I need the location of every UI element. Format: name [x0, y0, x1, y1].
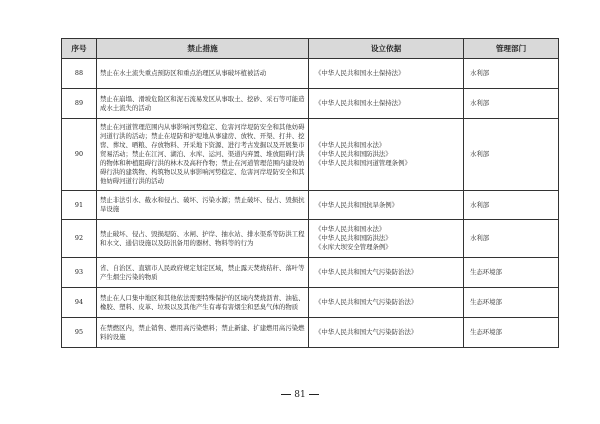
table-row — [62, 191, 559, 220]
basis-law: 《中华人民共和国水土保持法》 — [315, 69, 405, 77]
table-row — [62, 258, 559, 288]
row-basis — [309, 288, 464, 318]
row-dept: 生态环境部 — [464, 318, 559, 348]
row-number: 88 — [62, 59, 97, 89]
row-measure: 禁止在崩塌、滑坡危险区和泥石流易发区从事取土、挖砂、采石等可能造成水土流失的活动 — [97, 89, 309, 119]
row-basis — [309, 318, 464, 348]
header-dept: 管理部门 — [464, 39, 559, 59]
row-number: 89 — [62, 89, 97, 119]
table-row — [62, 220, 559, 258]
row-basis — [309, 220, 464, 258]
row-basis — [309, 89, 464, 119]
basis-law: 《中华人民共和国大气污染防治法》 — [315, 268, 418, 276]
row-dept: 生态环境部 — [464, 288, 559, 318]
row-basis — [309, 59, 464, 89]
table-row — [62, 89, 559, 119]
measures-table — [61, 38, 559, 348]
row-measure: 在禁燃区内，禁止销售、燃用高污染燃料；禁止新建、扩建燃用高污染燃料的设施 — [97, 318, 309, 348]
basis-law: 《中华人民共和国水法》 — [315, 225, 386, 233]
row-dept: 水利部 — [464, 89, 559, 119]
header-measure: 禁止措施 — [97, 39, 309, 59]
row-basis — [309, 191, 464, 220]
table-header-row — [62, 39, 559, 59]
basis-law: 《水库大坝安全管理条例》 — [315, 243, 392, 251]
row-number: 95 — [62, 318, 97, 348]
basis-law: 《中华人民共和国大气污染防治法》 — [315, 298, 418, 306]
basis-law: 《中华人民共和国河道管理条例》 — [315, 159, 411, 167]
table-row — [62, 288, 559, 318]
row-basis — [309, 258, 464, 288]
table-row — [62, 119, 559, 191]
row-number: 93 — [62, 258, 97, 288]
row-number: 94 — [62, 288, 97, 318]
row-dept: 生态环境部 — [464, 258, 559, 288]
row-measure: 省、自治区、直辖市人民政府规定划定区域，禁止露天焚烧秸秆、落叶等产生烟尘污染的物质 — [97, 258, 309, 288]
row-measure: 禁止在人口集中地区和其他依法需要特殊保护的区域内焚烧沥青、油毡、橡胶、塑料、皮革、垃圾以及其他产生有毒有害烟尘和恶臭气体的物质 — [97, 288, 309, 318]
row-measure: 禁止非法引水、截水和侵占、破坏、污染水源；禁止破坏、侵占、毁损抗旱设施 — [97, 191, 309, 220]
row-measure: 禁止破坏、侵占、毁损堤防、水闸、护岸、抽水站、排水渠系等防洪工程和水文、通信设施以及防汛备用的器材、物料等的行为 — [97, 220, 309, 258]
row-number: 91 — [62, 191, 97, 220]
basis-law: 《中华人民共和国水土保持法》 — [315, 99, 405, 107]
header-basis: 设立依据 — [309, 39, 464, 59]
row-basis — [309, 119, 464, 191]
table-body — [62, 59, 559, 348]
page-number: 81 — [0, 390, 600, 400]
row-measure: 禁止在水土流失重点预防区和重点治理区从事破坏植被活动 — [97, 59, 309, 89]
basis-law: 《中华人民共和国防洪法》 — [315, 234, 392, 242]
table-row — [62, 318, 559, 348]
header-no: 序号 — [62, 39, 97, 59]
measures-table-container — [61, 38, 558, 348]
basis-law: 《中华人民共和国水法》 — [315, 141, 386, 149]
row-number: 90 — [62, 119, 97, 191]
row-measure: 禁止在河道管理范围内从事影响河势稳定、危害河岸堤防安全和其他妨碍河道行洪的活动；禁止在堤防和护堤地从事建房、放牧、开渠、打井、挖窖、葬坟、晒粮、存放物料、开采地下资源、进行考古发掘以及开展集市贸易活动；禁止在江河、湖泊、水库、运河、渠道内弃置、堆放阻碍行洪的物体和种植阻碍行洪的林木及高秆作物；禁止在河道管理范围内建设妨碍行洪的建筑物、构筑物以及从事影响河势稳定、危害河岸堤防安全和其他妨碍河道行洪的活动 — [97, 119, 309, 191]
basis-law: 《中华人民共和国抗旱条例》 — [315, 200, 399, 209]
row-dept: 水利部 — [464, 59, 559, 89]
row-dept: 水利部 — [464, 220, 559, 258]
row-number: 92 — [62, 220, 97, 258]
table-row — [62, 59, 559, 89]
row-dept: 水利部 — [464, 191, 559, 220]
basis-law: 《中华人民共和国防洪法》 — [315, 150, 392, 158]
basis-law: 《中华人民共和国大气污染防治法》 — [315, 328, 418, 336]
row-dept: 水利部 — [464, 119, 559, 191]
